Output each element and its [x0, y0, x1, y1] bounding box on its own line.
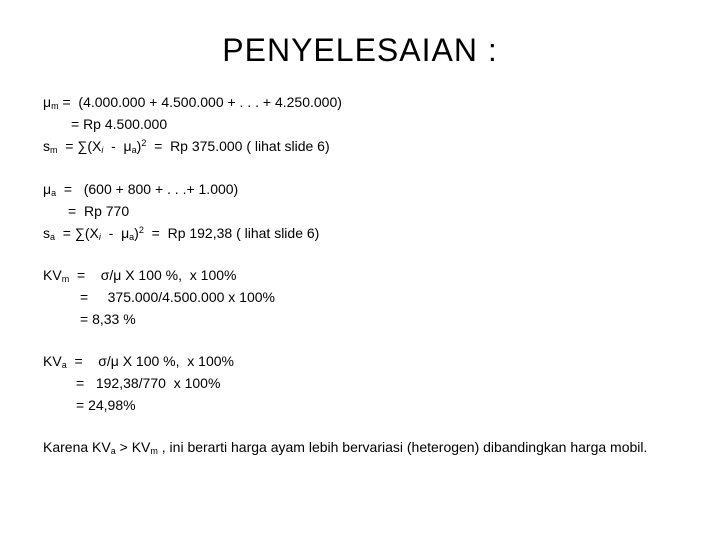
formula-text: = Rp 192,38 ( lihat slide 6): [143, 225, 320, 241]
sd-mobil-line: [43, 137, 330, 155]
kv-symbol: KV: [43, 267, 62, 283]
subscript: a: [110, 446, 116, 456]
mean-ayam-result: = Rp 770: [68, 203, 130, 219]
kv-ayam-calc: = 192,38/770 x 100%: [76, 375, 221, 391]
subscript: a: [50, 232, 56, 242]
conclusion-paragraph: [43, 438, 683, 456]
subscript: a: [51, 188, 57, 198]
subscript: i: [101, 145, 104, 155]
subscript: m: [51, 101, 59, 111]
subscript: m: [50, 145, 58, 155]
formula-text: = ∑(X: [57, 138, 102, 154]
subscript: i: [98, 232, 101, 242]
kv-mobil-calc: = 375.000/4.500.000 x 100%: [80, 289, 275, 305]
mu-symbol: μ: [43, 94, 52, 110]
conclusion-text: > KV: [115, 439, 151, 455]
sd-ayam-line: [43, 224, 319, 242]
kv-ayam-line: [43, 352, 234, 370]
kv-mobil-line: [43, 266, 236, 284]
mean-mobil-result: = Rp 4.500.000: [71, 116, 168, 132]
formula-text: - μ: [103, 138, 132, 154]
formula-text: = (4.000.000 + 4.500.000 + . . . + 4.250.000): [58, 94, 342, 110]
subscript: a: [61, 360, 67, 370]
mu-symbol: μ: [43, 181, 52, 197]
mean-ayam-line: [43, 180, 238, 198]
subscript: a: [131, 145, 137, 155]
formula-text: = Rp 375.000 ( lihat slide 6): [146, 138, 330, 154]
superscript: 2: [138, 225, 144, 235]
formula-text: = σ/μ X 100 %, x 100%: [69, 267, 237, 283]
formula-text: ): [134, 225, 139, 241]
subscript: m: [61, 274, 70, 284]
slide-title: PENYELESAIAN :: [222, 32, 498, 68]
formula-text: = (600 + 800 + . . .+ 1.000): [56, 181, 239, 197]
formula-text: - μ: [100, 225, 130, 241]
subscript: a: [129, 232, 135, 242]
mean-mobil-line: [43, 93, 342, 111]
formula-text: ): [136, 138, 142, 154]
kv-symbol: KV: [43, 353, 62, 369]
s-symbol: s: [43, 138, 50, 154]
kv-ayam-result: = 24,98%: [76, 397, 136, 413]
conclusion-text: Karena KV: [43, 439, 111, 455]
superscript: 2: [141, 138, 147, 148]
formula-text: = σ/μ X 100 %, x 100%: [66, 353, 234, 369]
formula-text: = ∑(X: [55, 225, 99, 241]
kv-mobil-result: = 8,33 %: [80, 311, 136, 327]
conclusion-text: , ini berarti harga ayam lebih bervariasi (heterogen) dibandingkan harga mobil.: [157, 439, 648, 455]
s-symbol: s: [43, 225, 50, 241]
subscript: m: [150, 446, 158, 456]
